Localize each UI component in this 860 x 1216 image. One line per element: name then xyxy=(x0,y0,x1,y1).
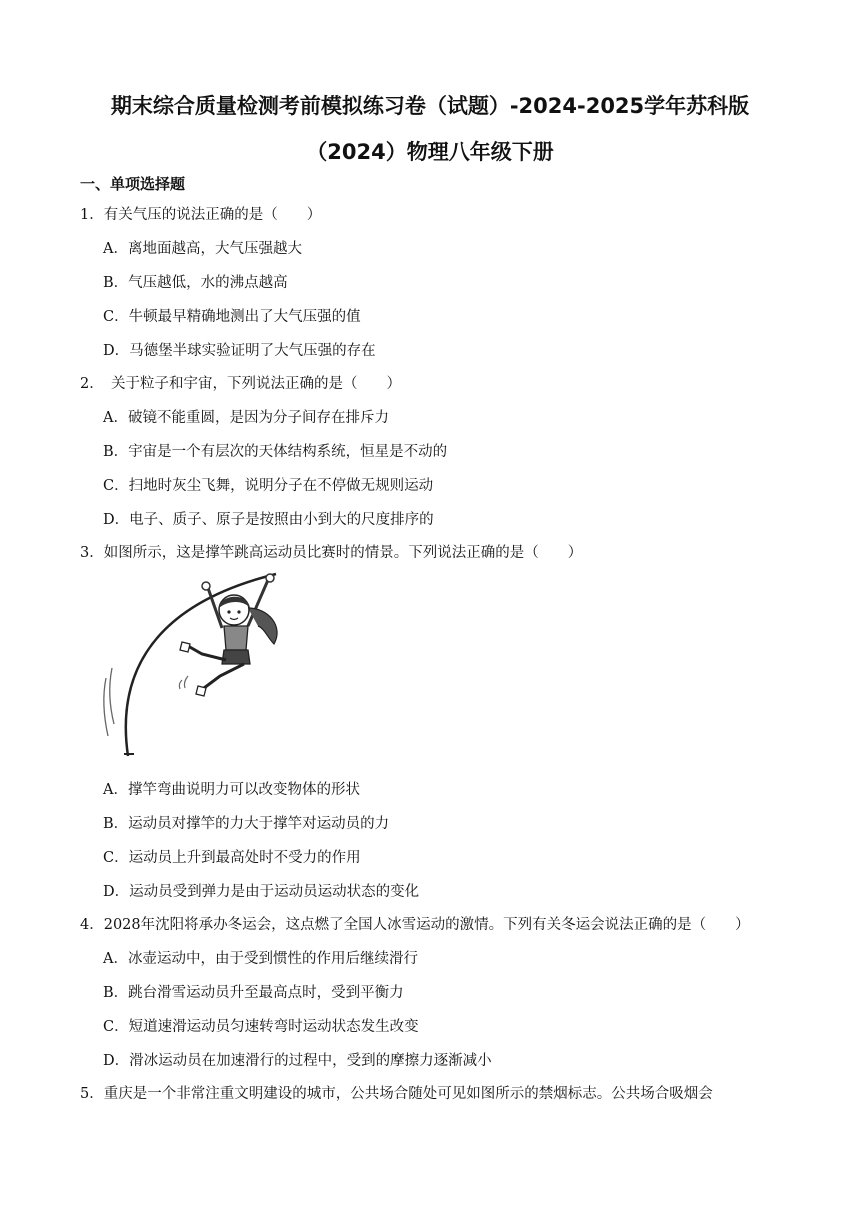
question-5-stem: 5．重庆是一个非常注重文明建设的城市，公共场合随处可见如图所示的禁烟标志。公共场合吸烟会 xyxy=(80,1086,713,1102)
question-1-option-d: D．马德堡半球实验证明了大气压强的存在 xyxy=(103,343,376,359)
question-3-option-c: C．运动员上升到最高处时不受力的作用 xyxy=(103,850,361,866)
question-3-stem: 3．如图所示，这是撑竿跳高运动员比赛时的情景。下列说法正确的是（ ） xyxy=(80,545,583,561)
question-1-option-b: B．气压越低，水的沸点越高 xyxy=(103,275,288,291)
question-2-option-b: B．宇宙是一个有层次的天体结构系统，恒星是不动的 xyxy=(103,444,448,460)
question-2-option-d: D．电子、质子、原子是按照由小到大的尺度排序的 xyxy=(103,512,434,528)
section-heading: 一、单项选择题 xyxy=(80,175,186,193)
question-3-option-b: B．运动员对撑竿的力大于撑竿对运动员的力 xyxy=(103,816,390,832)
document-title-line-1: 期末综合质量检测考前模拟练习卷（试题）-2024-2025学年苏科版 xyxy=(110,94,750,118)
pole-vault-illustration xyxy=(98,568,288,760)
question-1-option-c: C．牛顿最早精确地测出了大气压强的值 xyxy=(103,309,361,325)
question-4-option-a: A．冰壶运动中，由于受到惯性的作用后继续滑行 xyxy=(103,951,418,967)
question-4-option-c: C．短道速滑运动员匀速转弯时运动状态发生改变 xyxy=(103,1019,419,1035)
question-3-option-d: D．运动员受到弹力是由于运动员运动状态的变化 xyxy=(103,884,420,900)
question-2-option-c: C．扫地时灰尘飞舞，说明分子在不停做无规则运动 xyxy=(103,478,434,494)
question-4-option-d: D．滑冰运动员在加速滑行的过程中，受到的摩擦力逐渐减小 xyxy=(103,1053,492,1069)
question-2-stem: 2． 关于粒子和宇宙，下列说法正确的是（ ） xyxy=(80,376,401,392)
question-3-option-a: A．撑竿弯曲说明力可以改变物体的形状 xyxy=(103,782,360,798)
question-1-stem: 1．有关气压的说法正确的是（ ） xyxy=(80,207,322,223)
document-title-line-2: （2024）物理八年级下册 xyxy=(306,140,554,164)
question-2-option-a: A．破镜不能重圆，是因为分子间存在排斥力 xyxy=(103,410,389,426)
question-1-option-a: A．离地面越高，大气压强越大 xyxy=(103,241,302,257)
question-4-option-b: B．跳台滑雪运动员升至最高点时，受到平衡力 xyxy=(103,985,404,1001)
question-4-stem: 4．2028年沈阳将承办冬运会，这点燃了全国人冰雪运动的激情。下列有关冬运会说法正确的是（ ） xyxy=(80,917,750,933)
